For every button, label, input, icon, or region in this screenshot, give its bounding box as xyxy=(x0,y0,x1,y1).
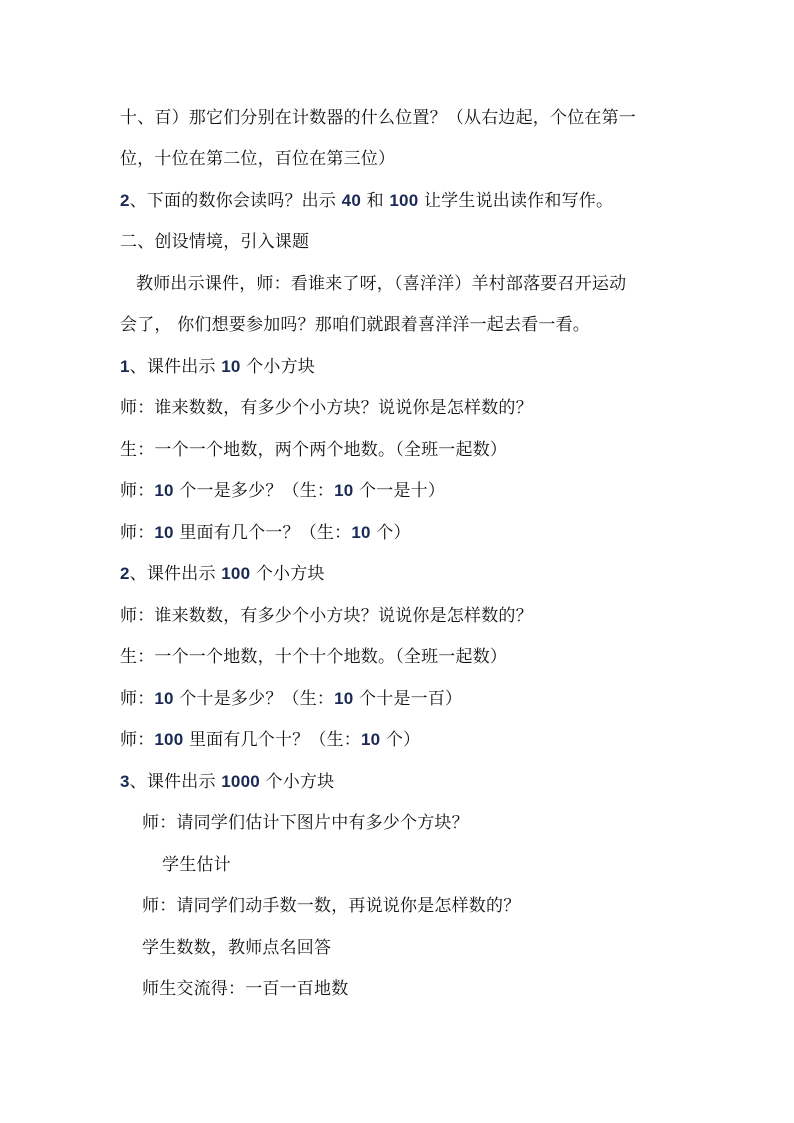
dialogue-line-3: 师：10 个一是多少？（生：10 个一是十） xyxy=(120,481,446,501)
step-heading-2: 2、课件出示 100 个小方块 xyxy=(120,564,325,584)
dialogue-line-13: 师生交流得：一百一百地数 xyxy=(142,979,349,999)
step-heading-1: 1、课件出示 10 个小方块 xyxy=(120,357,315,377)
dialogue-line-6: 生：一个一个地数，十个十个地数。（全班一起数） xyxy=(120,647,508,667)
dialogue-line-10: 学生估计 xyxy=(162,855,231,875)
dialogue-line-5: 师：谁来数数，有多少个小方块？说说你是怎样数的？ xyxy=(120,606,533,626)
dialogue-line-12: 学生数数，教师点名回答 xyxy=(142,938,332,958)
paragraph-line-2: 位，十位在第二位，百位在第三位） xyxy=(120,149,396,169)
dialogue-line-2: 生：一个一个地数，两个两个地数。（全班一起数） xyxy=(120,440,508,460)
step-heading-3: 3、课件出示 1000 个小方块 xyxy=(120,772,335,792)
dialogue-line-1: 师：谁来数数，有多少个小方块？说说你是怎样数的？ xyxy=(120,398,533,418)
dialogue-line-4: 师：10 里面有几个一？（生：10 个） xyxy=(120,523,411,543)
paragraph-line-1: 十、百）那它们分别在计数器的什么位置？（从右边起，个位在第一 xyxy=(120,108,636,128)
paragraph-line-3: 2、下面的数你会读吗？出示 40 和 100 让学生说出读作和写作。 xyxy=(120,191,614,211)
dialogue-line-11: 师：请同学们动手数一数，再说说你是怎样数的？ xyxy=(142,896,521,916)
dialogue-line-9: 师：请同学们估计下图片中有多少个方块？ xyxy=(142,813,469,833)
dialogue-line-8: 师：100 里面有几个十？（生：10 个） xyxy=(120,730,421,750)
paragraph-line-6: 会了， 你们想要参加吗？那咱们就跟着喜洋洋一起去看一看。 xyxy=(120,315,591,335)
section-heading-2: 二、创设情境，引入课题 xyxy=(120,232,310,252)
paragraph-line-5: 教师出示课件，师：看谁来了呀，（喜洋洋）羊村部落要召开运动 xyxy=(136,274,627,294)
dialogue-line-7: 师：10 个十是多少？（生：10 个十是一百） xyxy=(120,689,463,709)
